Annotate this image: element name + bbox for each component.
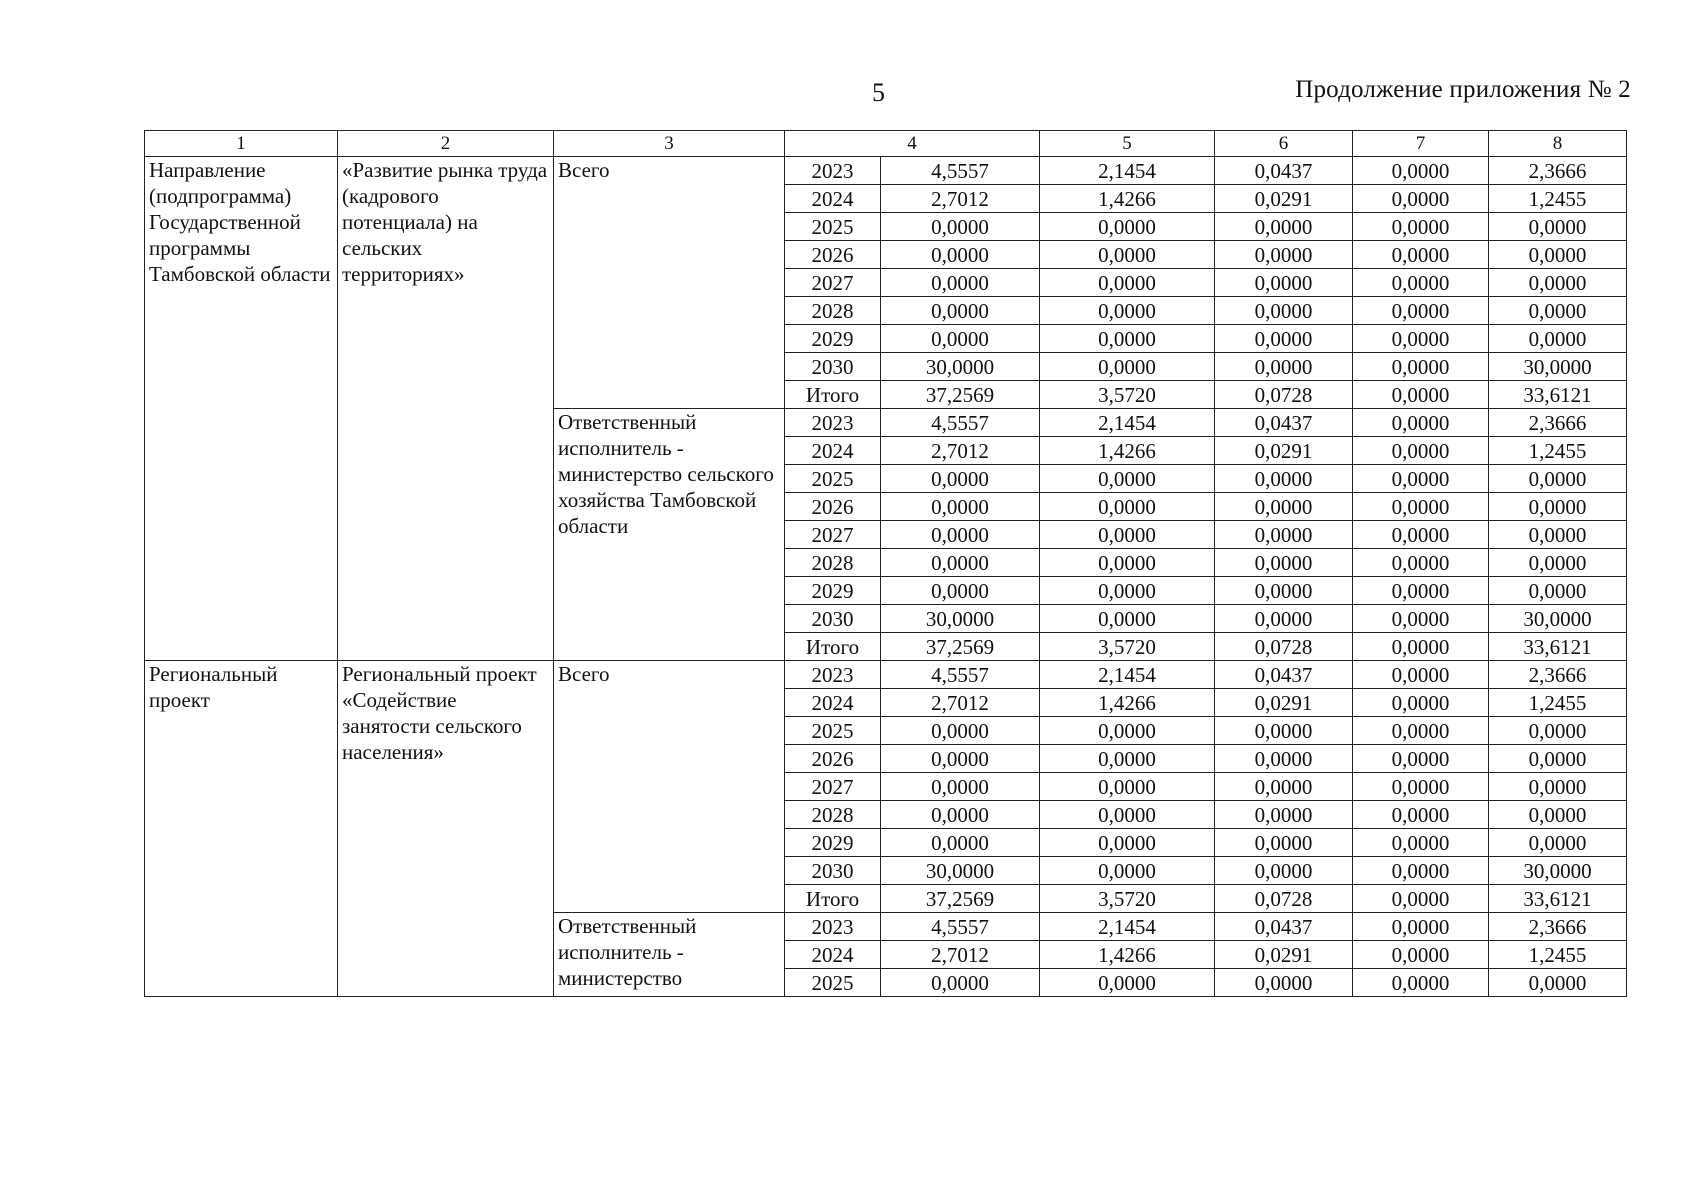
value-cell: 0,0000: [881, 549, 1040, 577]
value-cell: 0,0000: [1353, 605, 1489, 633]
value-cell: 2,7012: [881, 437, 1040, 465]
value-cell: 0,0000: [1353, 913, 1489, 941]
value-cell: 37,2569: [881, 633, 1040, 661]
funding-source-cell: Всего: [554, 157, 785, 409]
value-cell: 0,0000: [1215, 829, 1353, 857]
year-cell: Итого: [785, 633, 881, 661]
value-cell: 0,0000: [1215, 269, 1353, 297]
value-cell: 2,3666: [1489, 157, 1627, 185]
value-cell: 0,0000: [1040, 353, 1215, 381]
value-cell: 2,1454: [1040, 409, 1215, 437]
value-cell: 0,0000: [881, 521, 1040, 549]
value-cell: 0,0000: [1353, 409, 1489, 437]
table-row: [145, 661, 1627, 689]
value-cell: 2,7012: [881, 185, 1040, 213]
value-cell: 30,0000: [1489, 605, 1627, 633]
value-cell: 30,0000: [1489, 857, 1627, 885]
value-cell: 0,0000: [881, 829, 1040, 857]
value-cell: 0,0000: [1353, 633, 1489, 661]
value-cell: 2,1454: [1040, 661, 1215, 689]
value-cell: 0,0000: [881, 745, 1040, 773]
value-cell: 0,0000: [1489, 745, 1627, 773]
value-cell: 0,0000: [1353, 857, 1489, 885]
value-cell: 0,0437: [1215, 913, 1353, 941]
year-cell: 2024: [785, 689, 881, 717]
value-cell: 0,0000: [1489, 717, 1627, 745]
program-name-cell: «Развитие рынка труда (кадрового потенциала) на сельских территориях»: [338, 157, 554, 661]
value-cell: 0,0000: [1215, 717, 1353, 745]
value-cell: 0,0000: [1489, 297, 1627, 325]
column-number: 6: [1215, 131, 1353, 157]
value-cell: 0,0000: [1215, 325, 1353, 353]
year-cell: 2024: [785, 437, 881, 465]
value-cell: 0,0291: [1215, 941, 1353, 969]
funding-source-cell: Ответственный исполнитель - министерство: [554, 913, 785, 997]
value-cell: 0,0000: [1215, 493, 1353, 521]
value-cell: 30,0000: [881, 605, 1040, 633]
direction-cell: Направление (подпрограмма) Государственной программы Тамбовской области: [145, 157, 338, 661]
value-cell: 0,0000: [1489, 773, 1627, 801]
value-cell: 0,0000: [1040, 857, 1215, 885]
value-cell: 0,0000: [881, 465, 1040, 493]
value-cell: 0,0000: [1489, 269, 1627, 297]
year-cell: 2025: [785, 213, 881, 241]
funding-source-cell: Ответственный исполнитель - министерство сельского хозяйства Тамбовской области: [554, 409, 785, 661]
value-cell: 1,2455: [1489, 689, 1627, 717]
value-cell: 0,0437: [1215, 409, 1353, 437]
value-cell: 0,0000: [1040, 745, 1215, 773]
year-cell: 2025: [785, 717, 881, 745]
value-cell: 0,0000: [1215, 857, 1353, 885]
year-cell: 2029: [785, 577, 881, 605]
value-cell: 0,0728: [1215, 381, 1353, 409]
year-cell: 2029: [785, 325, 881, 353]
year-cell: 2023: [785, 661, 881, 689]
value-cell: 0,0000: [1489, 521, 1627, 549]
year-cell: 2026: [785, 493, 881, 521]
value-cell: 0,0000: [1040, 297, 1215, 325]
value-cell: 0,0000: [1040, 969, 1215, 997]
column-number: 4: [785, 131, 1040, 157]
year-cell: 2030: [785, 857, 881, 885]
value-cell: 1,2455: [1489, 437, 1627, 465]
value-cell: 0,0437: [1215, 661, 1353, 689]
value-cell: 0,0000: [1353, 745, 1489, 773]
value-cell: 37,2569: [881, 885, 1040, 913]
value-cell: 0,0000: [1215, 521, 1353, 549]
value-cell: 0,0000: [881, 717, 1040, 745]
value-cell: 1,4266: [1040, 437, 1215, 465]
value-cell: 0,0000: [881, 577, 1040, 605]
value-cell: 0,0000: [1353, 717, 1489, 745]
value-cell: 2,3666: [1489, 409, 1627, 437]
value-cell: 0,0000: [1353, 773, 1489, 801]
value-cell: 0,0000: [881, 801, 1040, 829]
value-cell: 0,0000: [1215, 605, 1353, 633]
value-cell: 0,0000: [1489, 241, 1627, 269]
value-cell: 0,0000: [1353, 381, 1489, 409]
funding-source-cell: Всего: [554, 661, 785, 913]
value-cell: 0,0000: [1489, 325, 1627, 353]
value-cell: 0,0000: [1353, 437, 1489, 465]
value-cell: 0,0000: [1489, 829, 1627, 857]
value-cell: 0,0000: [881, 493, 1040, 521]
year-cell: 2028: [785, 297, 881, 325]
value-cell: 0,0291: [1215, 689, 1353, 717]
value-cell: 0,0000: [1353, 493, 1489, 521]
funding-table: [144, 130, 1627, 997]
appendix-continuation-note: Продолжение приложения № 2: [1295, 76, 1631, 103]
value-cell: 0,0000: [1489, 465, 1627, 493]
value-cell: 1,2455: [1489, 941, 1627, 969]
value-cell: 0,0000: [1040, 773, 1215, 801]
value-cell: 0,0000: [1353, 185, 1489, 213]
year-cell: 2030: [785, 353, 881, 381]
value-cell: 0,0000: [1353, 157, 1489, 185]
value-cell: 2,1454: [1040, 157, 1215, 185]
column-number: 2: [338, 131, 554, 157]
value-cell: 33,6121: [1489, 885, 1627, 913]
year-cell: Итого: [785, 381, 881, 409]
year-cell: 2027: [785, 773, 881, 801]
year-cell: 2028: [785, 549, 881, 577]
value-cell: 0,0000: [1353, 549, 1489, 577]
value-cell: 0,0000: [1353, 661, 1489, 689]
direction-cell: Региональный проект: [145, 661, 338, 997]
year-cell: 2024: [785, 185, 881, 213]
year-cell: 2025: [785, 465, 881, 493]
value-cell: 0,0000: [1353, 941, 1489, 969]
year-cell: 2027: [785, 521, 881, 549]
value-cell: 0,0000: [881, 325, 1040, 353]
value-cell: 0,0000: [1040, 213, 1215, 241]
value-cell: 0,0000: [1040, 465, 1215, 493]
value-cell: 0,0000: [1353, 829, 1489, 857]
value-cell: 1,4266: [1040, 689, 1215, 717]
value-cell: 0,0000: [1489, 549, 1627, 577]
value-cell: 0,0000: [1215, 297, 1353, 325]
value-cell: 0,0000: [1353, 353, 1489, 381]
value-cell: 2,7012: [881, 689, 1040, 717]
value-cell: 0,0000: [1353, 885, 1489, 913]
value-cell: 2,7012: [881, 941, 1040, 969]
value-cell: 2,3666: [1489, 913, 1627, 941]
value-cell: 0,0000: [1353, 213, 1489, 241]
value-cell: 0,0000: [1040, 241, 1215, 269]
value-cell: 0,0000: [1353, 325, 1489, 353]
value-cell: 37,2569: [881, 381, 1040, 409]
value-cell: 0,0000: [1489, 213, 1627, 241]
year-cell: 2026: [785, 745, 881, 773]
value-cell: 30,0000: [881, 353, 1040, 381]
program-name-cell: Региональный проект «Содействие занятости сельского населения»: [338, 661, 554, 997]
value-cell: 0,0000: [1040, 549, 1215, 577]
column-number: 8: [1489, 131, 1627, 157]
value-cell: 0,0000: [1040, 269, 1215, 297]
value-cell: 0,0000: [1353, 969, 1489, 997]
value-cell: 1,4266: [1040, 185, 1215, 213]
column-number: 5: [1040, 131, 1215, 157]
value-cell: 0,0000: [1040, 801, 1215, 829]
value-cell: 0,0000: [881, 269, 1040, 297]
value-cell: 4,5557: [881, 913, 1040, 941]
table-body: [145, 157, 1627, 997]
year-cell: 2028: [785, 801, 881, 829]
value-cell: 0,0000: [1489, 801, 1627, 829]
year-cell: Итого: [785, 885, 881, 913]
value-cell: 0,0728: [1215, 633, 1353, 661]
value-cell: 0,0728: [1215, 885, 1353, 913]
value-cell: 0,0000: [1215, 549, 1353, 577]
table-row: [145, 157, 1627, 185]
value-cell: 33,6121: [1489, 381, 1627, 409]
value-cell: 0,0000: [881, 213, 1040, 241]
value-cell: 0,0000: [1489, 577, 1627, 605]
value-cell: 0,0000: [1040, 521, 1215, 549]
value-cell: 0,0000: [1215, 969, 1353, 997]
value-cell: 0,0000: [1489, 969, 1627, 997]
value-cell: 0,0000: [1353, 689, 1489, 717]
value-cell: 2,3666: [1489, 661, 1627, 689]
value-cell: 4,5557: [881, 409, 1040, 437]
year-cell: 2027: [785, 269, 881, 297]
year-cell: 2024: [785, 941, 881, 969]
value-cell: 0,0000: [1353, 577, 1489, 605]
value-cell: 3,5720: [1040, 633, 1215, 661]
year-cell: 2025: [785, 969, 881, 997]
column-number: 1: [145, 131, 338, 157]
value-cell: 30,0000: [1489, 353, 1627, 381]
value-cell: 1,4266: [1040, 941, 1215, 969]
value-cell: 0,0000: [1040, 717, 1215, 745]
year-cell: 2023: [785, 157, 881, 185]
value-cell: 0,0000: [1215, 773, 1353, 801]
year-cell: 2029: [785, 829, 881, 857]
page-number: 5: [872, 78, 885, 107]
value-cell: 0,0000: [1215, 745, 1353, 773]
value-cell: 33,6121: [1489, 633, 1627, 661]
value-cell: 3,5720: [1040, 381, 1215, 409]
value-cell: 0,0000: [1215, 353, 1353, 381]
value-cell: 0,0000: [1040, 577, 1215, 605]
value-cell: 0,0000: [881, 969, 1040, 997]
value-cell: 0,0000: [1215, 465, 1353, 493]
value-cell: 0,0000: [881, 297, 1040, 325]
value-cell: 30,0000: [881, 857, 1040, 885]
value-cell: 4,5557: [881, 157, 1040, 185]
value-cell: 0,0000: [1215, 577, 1353, 605]
value-cell: 0,0000: [1489, 493, 1627, 521]
value-cell: 0,0000: [881, 241, 1040, 269]
column-number: 3: [554, 131, 785, 157]
value-cell: 0,0000: [1353, 269, 1489, 297]
value-cell: 0,0000: [881, 773, 1040, 801]
value-cell: 4,5557: [881, 661, 1040, 689]
year-cell: 2023: [785, 409, 881, 437]
value-cell: 0,0291: [1215, 437, 1353, 465]
value-cell: 0,0000: [1215, 213, 1353, 241]
value-cell: 0,0000: [1353, 297, 1489, 325]
value-cell: 0,0000: [1040, 493, 1215, 521]
value-cell: 0,0291: [1215, 185, 1353, 213]
column-number-row: [145, 131, 1627, 157]
value-cell: 2,1454: [1040, 913, 1215, 941]
value-cell: 0,0000: [1040, 325, 1215, 353]
value-cell: 0,0000: [1353, 241, 1489, 269]
value-cell: 3,5720: [1040, 885, 1215, 913]
value-cell: 0,0437: [1215, 157, 1353, 185]
year-cell: 2026: [785, 241, 881, 269]
value-cell: 0,0000: [1040, 605, 1215, 633]
value-cell: 1,2455: [1489, 185, 1627, 213]
year-cell: 2023: [785, 913, 881, 941]
value-cell: 0,0000: [1215, 801, 1353, 829]
value-cell: 0,0000: [1353, 801, 1489, 829]
value-cell: 0,0000: [1215, 241, 1353, 269]
value-cell: 0,0000: [1353, 465, 1489, 493]
value-cell: 0,0000: [1353, 521, 1489, 549]
year-cell: 2030: [785, 605, 881, 633]
value-cell: 0,0000: [1040, 829, 1215, 857]
column-number: 7: [1353, 131, 1489, 157]
